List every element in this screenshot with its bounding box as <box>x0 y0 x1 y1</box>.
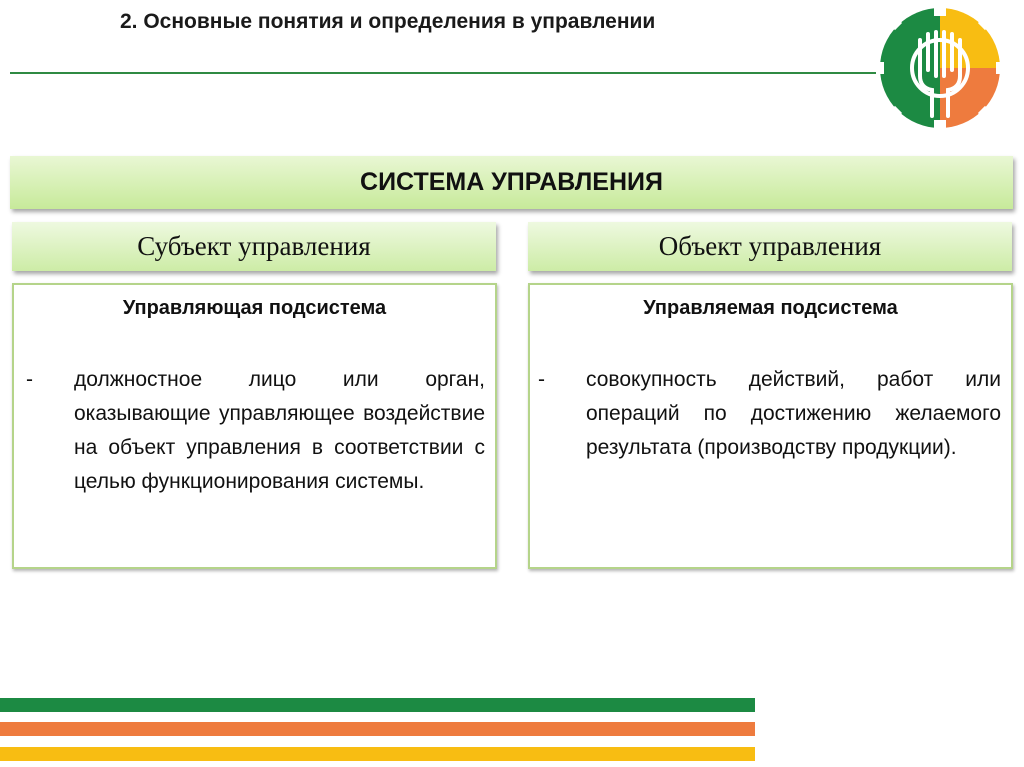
dash-bullet: - <box>538 368 545 391</box>
yellow-stripe <box>0 747 755 761</box>
subject-header: Субъект управления <box>12 222 496 271</box>
definition-item <box>538 363 1001 465</box>
green-stripe <box>0 698 755 712</box>
object-header: Объект управления <box>528 222 1012 271</box>
card-title: Управляемая подсистема <box>643 297 898 319</box>
slide-title: 2. Основные понятия и определения в управлении <box>120 10 656 33</box>
definition-item <box>26 363 485 499</box>
object-card <box>528 283 1013 569</box>
system-banner: СИСТЕМА УПРАВЛЕНИЯ <box>10 156 1013 209</box>
dash-bullet: - <box>26 368 33 391</box>
subject-card <box>12 283 497 569</box>
orange-stripe <box>0 722 755 736</box>
definition-text: должностное лицо или орган, оказывающие управляющее воздействие на объект управления в соответствии с целью функционирования системы. <box>74 368 485 493</box>
card-title: Управляющая подсистема <box>122 297 387 319</box>
gear-wheat-logo-icon <box>876 6 1004 130</box>
definition-text: совокупность действий, работ или операций по достижению желаемого результата (производству продукции). <box>586 368 1001 459</box>
title-divider <box>10 72 890 74</box>
